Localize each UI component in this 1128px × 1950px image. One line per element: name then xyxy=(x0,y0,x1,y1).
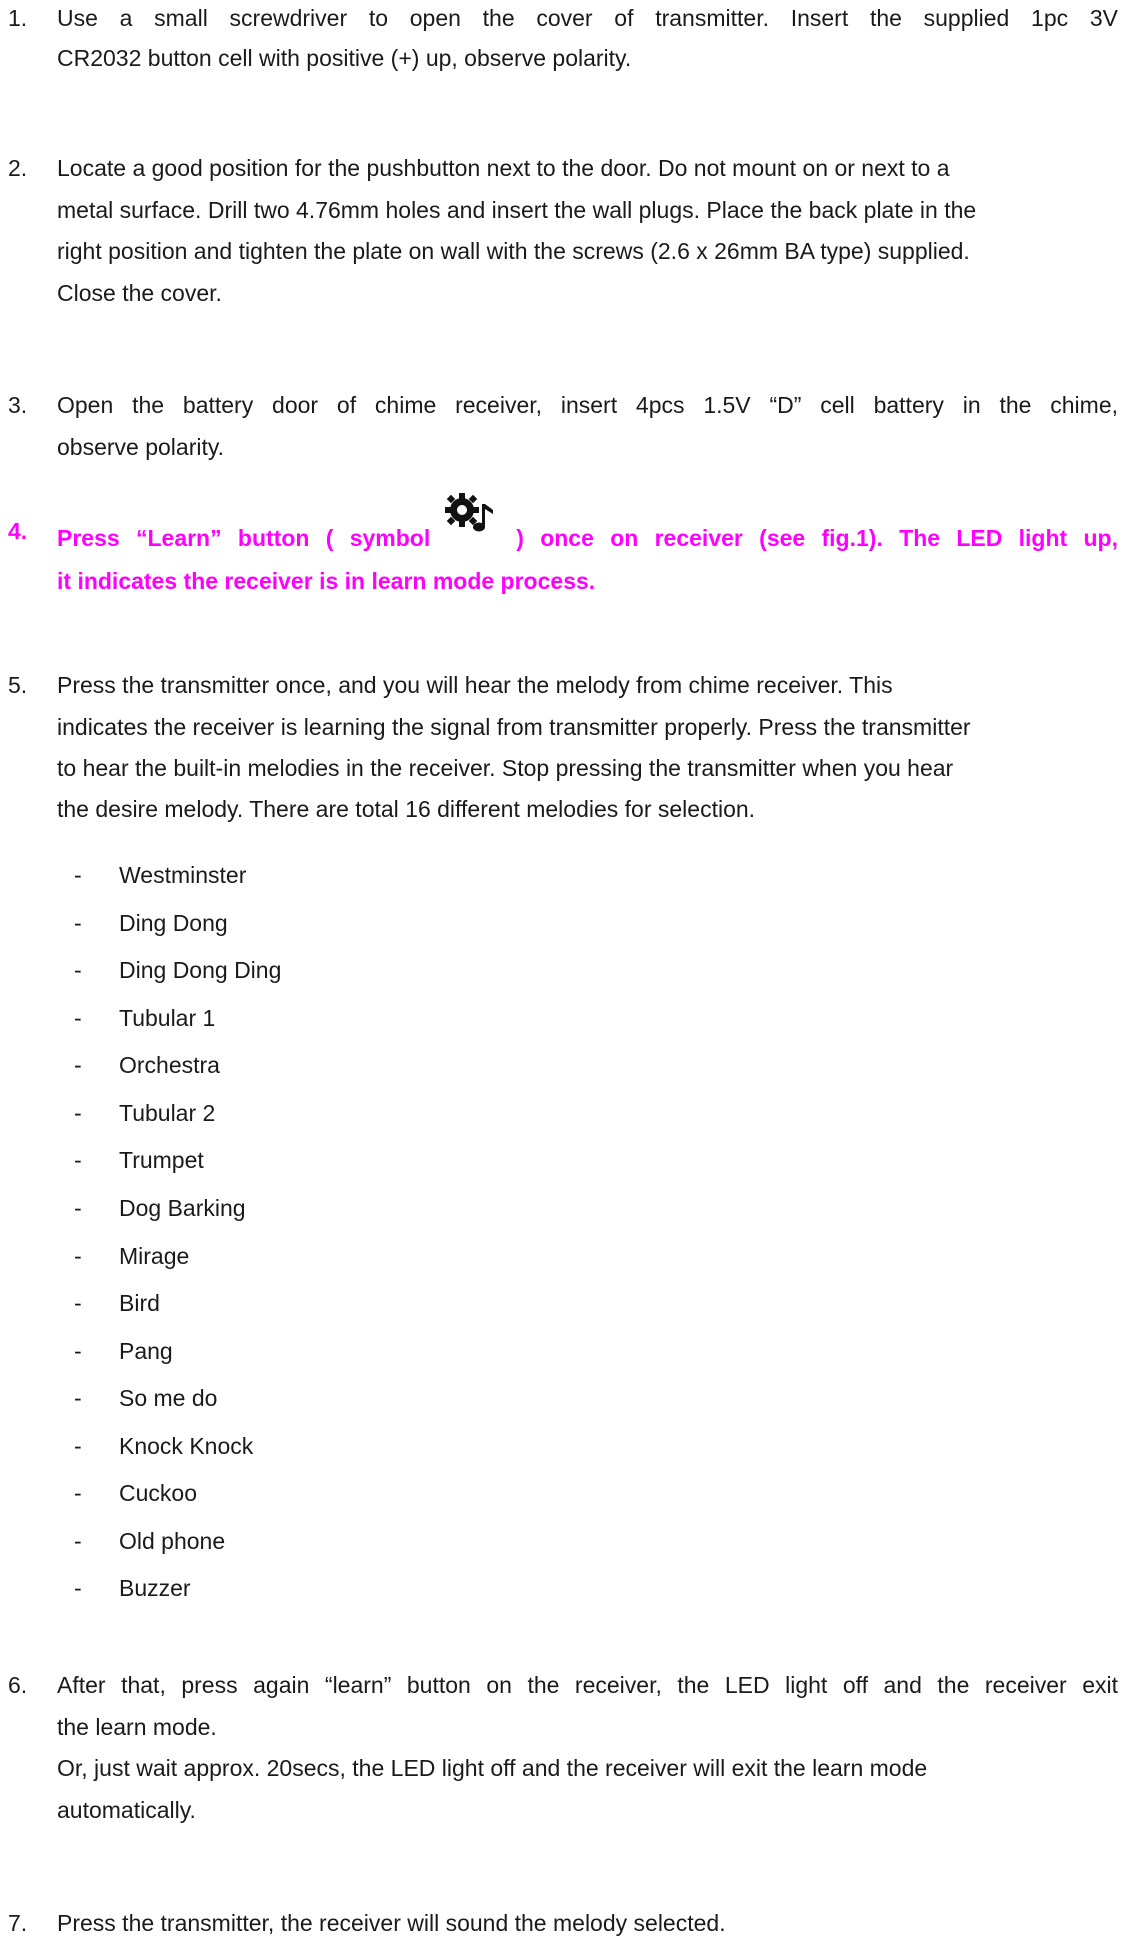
list-dash: - xyxy=(74,1575,82,1601)
step-number: 6. xyxy=(8,1672,28,1698)
step-4-text-after-symbol: ) once on receiver (see fig.1). The LED light up, xyxy=(516,525,1118,551)
step-text-line: Locate a good position for the pushbutton next to the door. Do not mount on or next to a xyxy=(57,155,950,181)
list-dash: - xyxy=(74,862,82,888)
step-4-text-before-symbol: Press “Learn” button ( symbol xyxy=(57,525,431,551)
step-text-line: Or, just wait approx. 20secs, the LED light off and the receiver will exit the learn mode xyxy=(57,1755,928,1781)
step-text-line: observe polarity. xyxy=(57,434,225,460)
list-dash: - xyxy=(74,957,82,983)
step-text-line: it indicates the receiver is in learn mode process. xyxy=(57,568,596,594)
step-number: 4. xyxy=(8,518,28,544)
step-text-line: After that, press again “learn” button on the receiver, the LED light off and the receiver exit xyxy=(57,1672,1118,1698)
melody-name: Pang xyxy=(119,1338,173,1364)
step-text-line: metal surface. Drill two 4.76mm holes and insert the wall plugs. Place the back plate in the xyxy=(57,197,977,223)
melody-name: Mirage xyxy=(119,1243,190,1269)
step-text-line: indicates the receiver is learning the signal from transmitter properly. Press the transmitter xyxy=(57,714,971,740)
learn-gear-music-note-icon xyxy=(430,518,516,548)
step-text-line: CR2032 button cell with positive (+) up, observe polarity. xyxy=(57,45,632,71)
list-dash: - xyxy=(74,1290,82,1316)
list-dash: - xyxy=(74,1480,82,1506)
step-number: 2. xyxy=(8,155,28,181)
step-text-line: Press the transmitter, the receiver will sound the melody selected. xyxy=(57,1910,726,1936)
melody-name: Knock Knock xyxy=(119,1433,254,1459)
step-number: 1. xyxy=(8,5,28,31)
step-text-line xyxy=(57,518,1118,552)
list-dash: - xyxy=(74,1147,82,1173)
melody-name: Cuckoo xyxy=(119,1480,197,1506)
step-text-line: right position and tighten the plate on wall with the screws (2.6 x 26mm BA type) supplied. xyxy=(57,238,970,264)
melody-name: Tubular 1 xyxy=(119,1005,216,1031)
list-dash: - xyxy=(74,1195,82,1221)
melody-name: Orchestra xyxy=(119,1052,220,1078)
list-dash: - xyxy=(74,1528,82,1554)
list-dash: - xyxy=(74,1005,82,1031)
step-text-line: to hear the built-in melodies in the receiver. Stop pressing the transmitter when you hear xyxy=(57,755,954,781)
list-dash: - xyxy=(74,1433,82,1459)
step-text-line: Press the transmitter once, and you will hear the melody from chime receiver. This xyxy=(57,672,893,698)
melody-name: Bird xyxy=(119,1290,160,1316)
step-text-line: the learn mode. xyxy=(57,1714,217,1740)
step-text-line: automatically. xyxy=(57,1797,196,1823)
melody-name: Old phone xyxy=(119,1528,226,1554)
list-dash: - xyxy=(74,910,82,936)
step-text-line: Close the cover. xyxy=(57,280,222,306)
melody-name: Ding Dong Ding xyxy=(119,957,282,983)
list-dash: - xyxy=(74,1100,82,1126)
step-text-line: Use a small screwdriver to open the cover of transmitter. Insert the supplied 1pc 3V xyxy=(57,5,1118,31)
step-text-line: the desire melody. There are total 16 different melodies for selection. xyxy=(57,796,756,822)
melody-name: Westminster xyxy=(119,862,247,888)
list-dash: - xyxy=(74,1338,82,1364)
list-dash: - xyxy=(74,1243,82,1269)
melody-name: So me do xyxy=(119,1385,218,1411)
list-dash: - xyxy=(74,1385,82,1411)
step-number: 5. xyxy=(8,672,28,698)
step-text-line: Open the battery door of chime receiver, insert 4pcs 1.5V “D” cell battery in the chime, xyxy=(57,392,1118,418)
step-number: 7. xyxy=(8,1910,28,1936)
list-dash: - xyxy=(74,1052,82,1078)
melody-name: Tubular 2 xyxy=(119,1100,216,1126)
step-number: 3. xyxy=(8,392,28,418)
melody-name: Trumpet xyxy=(119,1147,204,1173)
melody-name: Ding Dong xyxy=(119,910,228,936)
melody-name: Buzzer xyxy=(119,1575,191,1601)
melody-name: Dog Barking xyxy=(119,1195,246,1221)
